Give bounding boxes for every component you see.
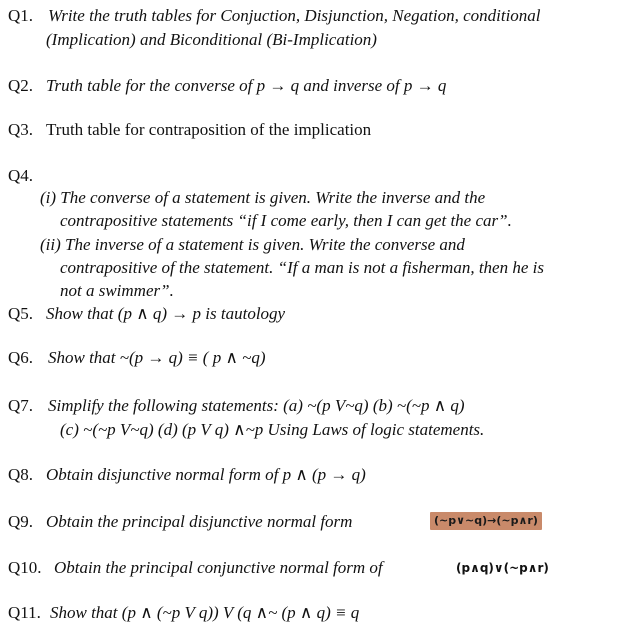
question-number: Q8. [8, 465, 34, 484]
question-4-part-ii-continuation-2: not a swimmer”. [60, 281, 174, 300]
question-text: Truth table for the converse of p → q and inverse of p → q [46, 76, 447, 95]
question-number: Q1. [8, 6, 34, 25]
question-text: Show that ~(p → q) ≡ ( p ∧ ~q) [48, 348, 266, 367]
question-text: Write the truth tables for Conjuction, Disjunction, Negation, conditional [48, 6, 541, 25]
question-text: Truth table for contraposition of the implication [46, 120, 372, 139]
question-number: Q7. [8, 396, 34, 415]
question-number: Q2. [8, 76, 34, 95]
question-text: Obtain the principal disjunctive normal form [46, 512, 353, 531]
question-1-continuation: (Implication) and Biconditional (Bi-Implication) [46, 30, 377, 49]
question-4-part-ii-continuation: contrapositive of the statement. “If a man is not a fisherman, then he is [60, 258, 544, 277]
question-number: Q11. [8, 603, 41, 622]
logic-expression: (p∧q)∨(~p∧r) [456, 561, 549, 575]
question-4-part-i: (i) The converse of a statement is given. Write the inverse and the [40, 188, 486, 207]
question-text: Show that (p ∧ q) → p is tautology [46, 304, 286, 323]
question-number: Q4. [8, 166, 34, 185]
question-text: Obtain the principal conjunctive normal form of [54, 558, 383, 577]
question-text: Simplify the following statements: (a) ~(p V~q) (b) ~(~p ∧ q) [48, 396, 465, 415]
question-4-part-ii: (ii) The inverse of a statement is given. Write the converse and [40, 235, 465, 254]
question-text: Obtain disjunctive normal form of p ∧ (p → q) [46, 465, 366, 484]
highlighted-expression: (~p∨~q)→(~p∧r) [430, 512, 542, 530]
question-number: Q9. [8, 512, 34, 531]
question-number: Q3. [8, 120, 34, 139]
question-4-part-i-continuation: contrapositive statements “if I come early, then I can get the car”. [60, 211, 512, 230]
question-7-continuation: (c) ~(~p V~q) (d) (p V q) ∧~p Using Laws of logic statements. [60, 420, 485, 439]
question-number: Q10. [8, 558, 42, 577]
question-text: Show that (p ∧ (~p V q)) V (q ∧~ (p ∧ q) ≡ q [50, 603, 360, 622]
question-number: Q5. [8, 304, 34, 323]
question-number: Q6. [8, 348, 34, 367]
